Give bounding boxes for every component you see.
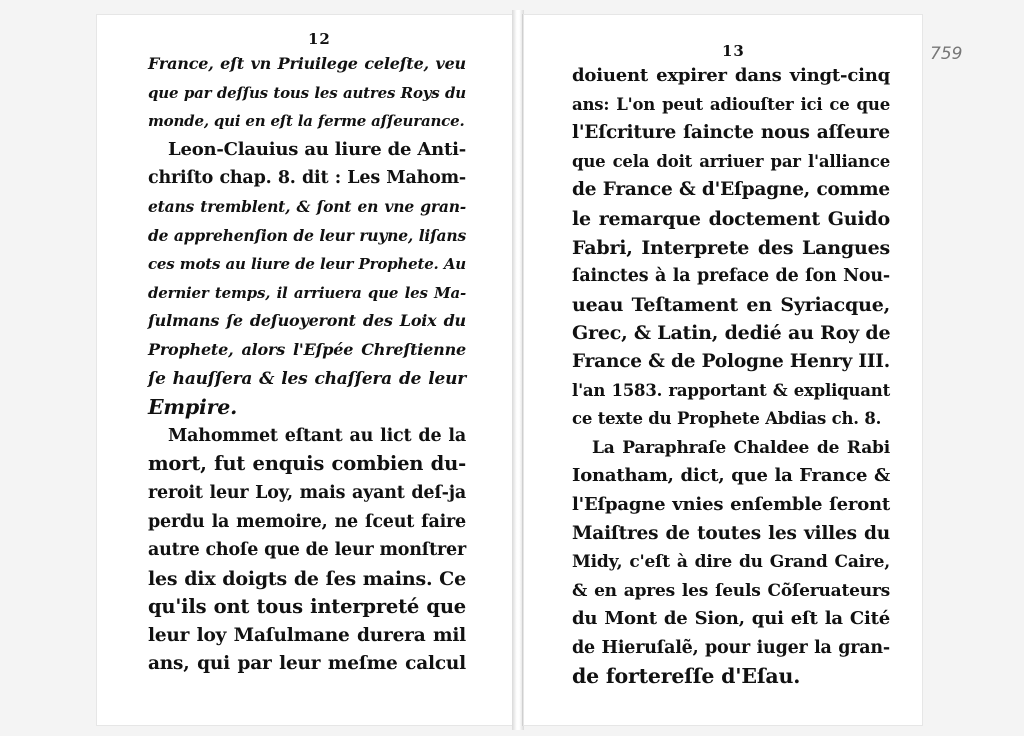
text-line: chriſto chap. 8. dit : Les Mahom- bbox=[148, 168, 466, 189]
text-line: France, eſt vn Priuilege celeſte, veu bbox=[148, 54, 466, 73]
text-line: Prophete, alors l'Eſpée Chreſtienne bbox=[148, 339, 466, 359]
text-line: etans tremblent, & ſont en vne gran- bbox=[148, 196, 466, 216]
text-line: ans, qui par leur meſme calcul bbox=[148, 653, 466, 675]
text-line: Mahommet eſtant au lict de la bbox=[168, 425, 466, 446]
text-line: ces mots au liure de leur Prophete. Au bbox=[148, 255, 466, 274]
text-line: leur loy Maſulmane durera mil bbox=[148, 624, 466, 646]
text-line: Empire. bbox=[148, 395, 238, 420]
right-page-number: 13 bbox=[722, 42, 745, 60]
text-line: ce texte du Prophete Abdias ch. 8. bbox=[572, 409, 882, 429]
text-line: doiuent expirer dans vingt-cinq bbox=[572, 65, 890, 86]
text-line: de Hieruſalẽ, pour iuger la gran- bbox=[572, 637, 890, 658]
text-line: les dix doigts de ſes mains. Ce bbox=[148, 567, 466, 590]
text-line: de France & d'Eſpagne, comme bbox=[572, 179, 890, 201]
text-line: ſulmans ſe deſuoyeront des Loix du bbox=[148, 311, 466, 331]
text-line: que cela doit arriuer par l'alliance bbox=[572, 151, 890, 171]
text-line: qu'ils ont tous interpreté que bbox=[148, 595, 466, 619]
text-line: Leon-Clauius au liure de Anti- bbox=[168, 138, 466, 160]
text-line: le remarque doctement Guido bbox=[572, 207, 890, 230]
right-text-column bbox=[572, 62, 890, 691]
text-line: Grec, & Latin, dedié au Roy de bbox=[572, 322, 891, 345]
text-line: Midy, c'eſt à dire du Grand Caire, bbox=[572, 552, 890, 573]
text-line: Ionatham, dict, que la France & bbox=[572, 465, 890, 487]
text-line: du Mont de Sion, qui eſt la Cité bbox=[572, 608, 890, 630]
text-line: Fabri, Interprete des Langues bbox=[572, 236, 890, 259]
handwritten-folio-note: 759 bbox=[930, 44, 963, 64]
text-line: ſe hauſſera & les chaſſera de leur bbox=[148, 368, 466, 389]
text-line: ſainctes à la preface de ſon Nou- bbox=[572, 266, 890, 287]
left-text-column bbox=[148, 50, 466, 679]
text-line: de apprehenſion de leur ruyne, liſans bbox=[148, 225, 466, 245]
text-line: l'Eſcriture ſaincte nous aſſeure bbox=[572, 122, 890, 144]
text-line: monde, qui en eſt la ferme aſſeurance. bbox=[148, 112, 465, 131]
text-line: ans: L'on peut adiouſter ici ce que bbox=[572, 94, 890, 114]
text-line: La Paraphraſe Chaldee de Rabi bbox=[592, 437, 890, 458]
text-line: & en apres les ſeuls Cõſeruateurs bbox=[572, 580, 890, 601]
text-line: France & de Pologne Henry III. bbox=[572, 350, 890, 372]
text-line: que par deſſus tous les autres Roys du bbox=[148, 83, 466, 102]
text-line: dernier temps, il arriuera que les Ma- bbox=[148, 283, 466, 302]
text-line: de fortereſſe d'Eſau. bbox=[572, 664, 801, 689]
text-line: ueau Teſtament en Syriacque, bbox=[572, 293, 890, 316]
text-line: reroit leur Loy, mais ayant deſ-ja bbox=[148, 482, 466, 503]
text-line: mort, fut enquis combien du- bbox=[148, 452, 466, 476]
text-line: autre choſe que de leur monſtrer bbox=[148, 540, 466, 561]
text-line: perdu la memoire, ne ſceut faire bbox=[148, 511, 466, 532]
text-line: Maiſtres de toutes les villes du bbox=[572, 522, 890, 544]
text-line: l'an 1583. rapportant & expliquant bbox=[572, 380, 890, 400]
text-line: l'Eſpagne vnies enſemble ſeront bbox=[572, 493, 890, 515]
left-page-number: 12 bbox=[308, 30, 331, 48]
